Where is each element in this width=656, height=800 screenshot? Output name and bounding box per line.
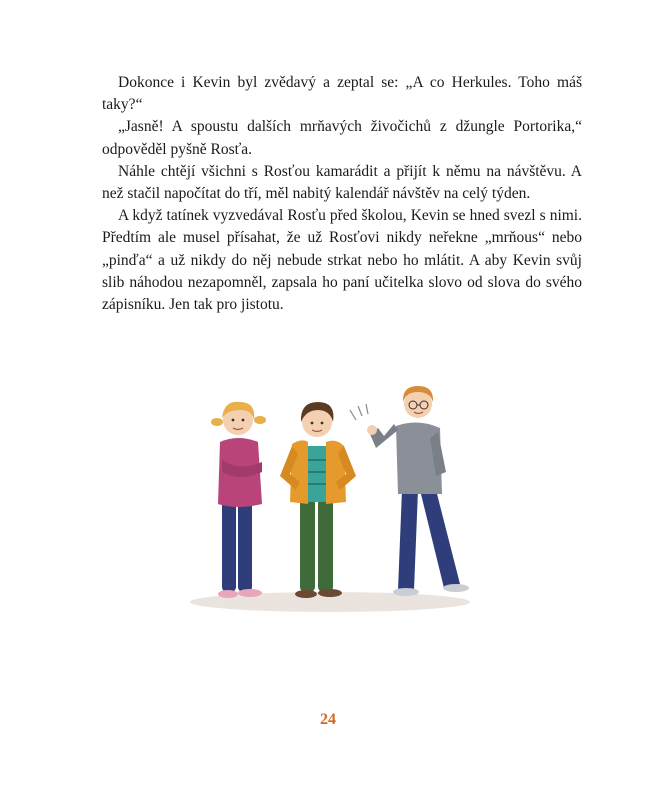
paragraph: A když tatínek vyzvedával Rosťu před školou, Kevin se hned svezl s nimi. Předtím ale musel přísahat, že už Rosťovi nikdy neřekne „mrňous“ nebo „pinďa“ a už nikdy do něj nebude strkat nebo ho mlátit. A aby Kevin svůj slib náhodou nezapomněl, zapsala ho paní učitelka slovo od slova do svého zápisníku. Jen tak pro jistotu. (102, 207, 582, 314)
paragraph: Náhle chtějí všichni s Rosťou kamarádit a přijít k němu na návštěvu. A než stačil napočítat do tří, měl nabitý kalendář návštěv na celý týden. (102, 162, 582, 203)
body-text (102, 72, 582, 316)
page-number: 24 (320, 711, 336, 728)
kevin-figure (350, 386, 469, 596)
children-illustration (180, 380, 480, 620)
paragraph: „Jasně! A spoustu dalších mrňavých živočichů z džungle Portorika,“ odpověděl pyšně Rosťa. (102, 118, 582, 158)
girl-figure (211, 402, 266, 598)
paragraph: Dokonce i Kevin byl zvědavý a zeptal se: „A co Herkules. Toho máš taky?“ (102, 74, 582, 114)
boy-figure (280, 402, 356, 598)
